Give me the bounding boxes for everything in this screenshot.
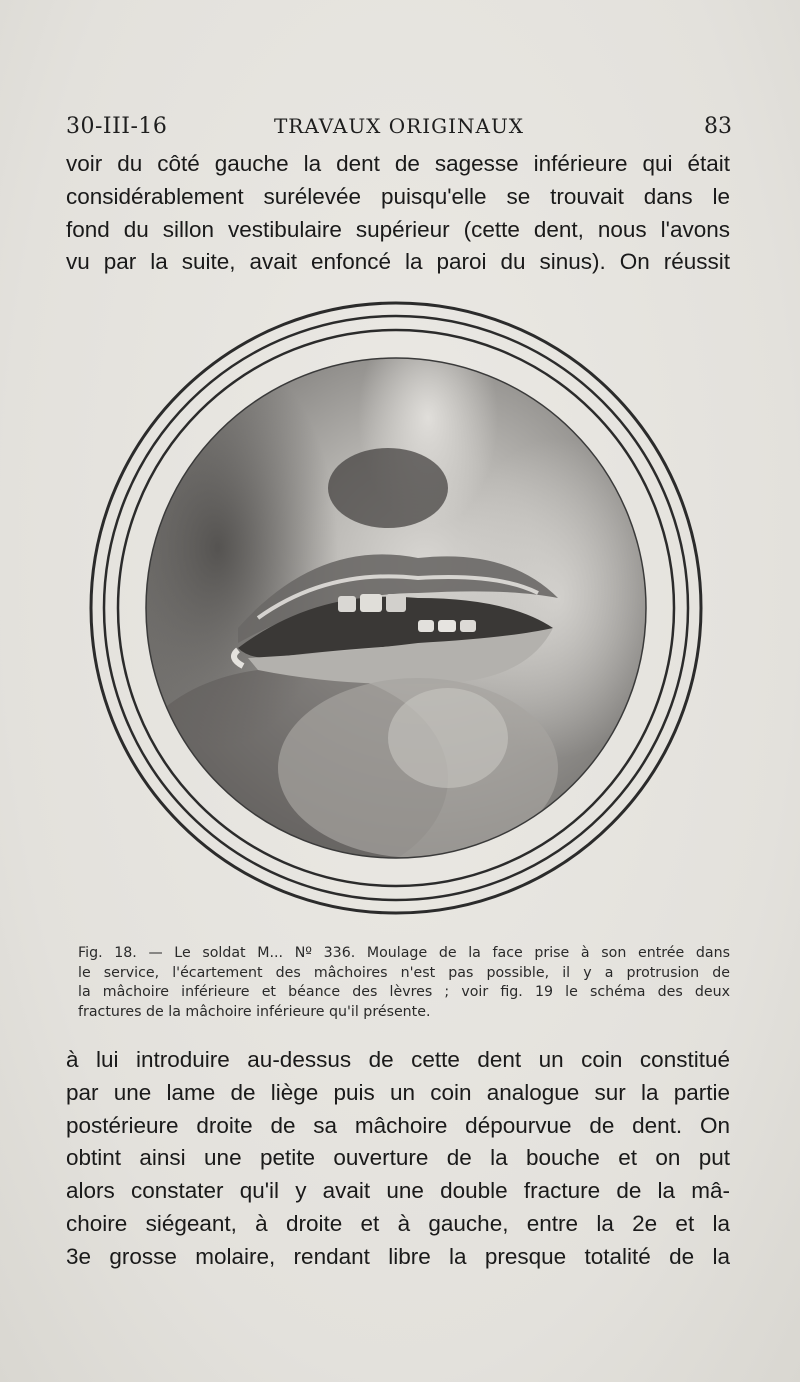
header-title: TRAVAUX ORIGINAUX	[273, 114, 525, 138]
figure-photograph	[88, 298, 704, 918]
running-header	[66, 114, 732, 144]
text-line: considérablement surélevée puisqu'elle se trouvait dans le	[66, 183, 730, 209]
text-line: choire siégeant, à droite et à gauche, entre la 2e et la	[66, 1210, 730, 1236]
text-line: vu par la suite, avait enfoncé la paroi du sinus). On réussit	[66, 249, 730, 275]
caption-line: Fig. 18. — Le soldat M... Nº 336. Moulage de la face prise à son entrée dans	[78, 945, 730, 961]
text-line: voir du côté gauche la dent de sagesse inférieure qui était	[66, 151, 730, 176]
caption-line: la mâchoire inférieure et béance des lèvres ; voir fig. 19 le schéma des deux	[78, 984, 730, 1001]
face-cast-photo	[88, 298, 704, 918]
figure-caption	[78, 944, 730, 1022]
page-number: 83	[704, 114, 732, 139]
text-line: par une lame de liège puis un coin analogue sur la partie	[66, 1079, 730, 1105]
caption-line: le service, l'écartement des mâchoires n'est pas possible, il y a protrusion de	[78, 964, 730, 981]
paragraph-bottom	[66, 1044, 730, 1274]
text-line: postérieure droite de sa mâchoire dépourvue de dent. On	[66, 1112, 730, 1138]
caption-line: fractures de la mâchoire inférieure qu'il présente.	[78, 1003, 431, 1020]
text-line: alors constater qu'il y avait une double fracture de la mâ-	[66, 1178, 730, 1204]
text-line: fond du sillon vestibulaire supérieur (cette dent, nous l'avons	[66, 216, 730, 242]
text-line: 3e grosse molaire, rendant libre la presque totalité de la	[66, 1243, 730, 1269]
paragraph-top	[66, 148, 730, 279]
text-line: obtint ainsi une petite ouverture de la bouche et on put	[66, 1145, 730, 1171]
header-date: 30-III-16	[66, 114, 168, 139]
text-line: à lui introduire au-dessus de cette dent un coin constitué	[66, 1047, 730, 1072]
